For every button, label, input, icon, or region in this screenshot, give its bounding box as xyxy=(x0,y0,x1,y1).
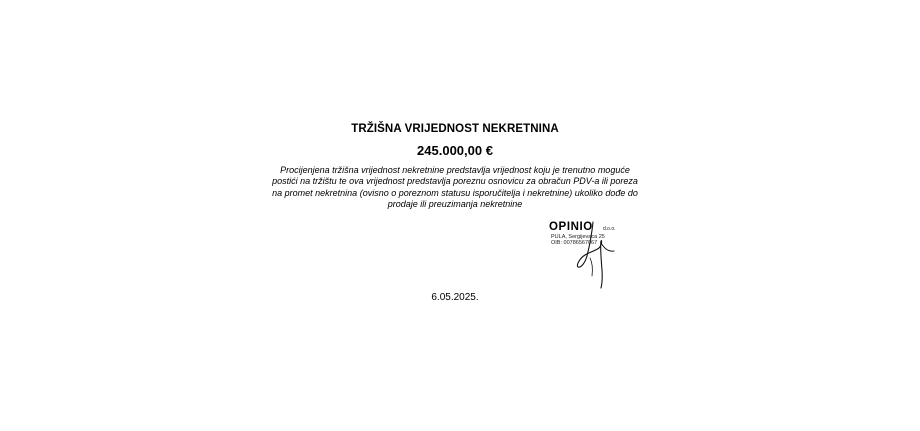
document-date: 6.05.2025. xyxy=(431,292,479,303)
document-title: TRŽIŠNA VRIJEDNOST NEKRETNINA xyxy=(351,123,559,135)
handwritten-signature xyxy=(546,218,626,293)
valuation-amount: 245.000,00 € xyxy=(417,143,493,158)
company-stamp xyxy=(546,218,626,293)
stamp-oib: OIB: 00786567067 xyxy=(551,240,598,246)
stamp-company-suffix: d.o.o. xyxy=(603,226,616,232)
stamp-address: PULA, Sergijevaca 25 xyxy=(551,234,605,240)
stamp-company-name: OPINIO xyxy=(549,221,593,233)
valuation-description: Procijenjena tržišna vrijednost nekretnine predstavlja vrijednost koju je trenutno moguće postići na tržištu te ova vrijednost predstavlja poreznu osnovicu za obračun PDV-a ili poreza na promet nekretnina (ovisno o poreznom statusu isporučitelja i nekretnine) ukoliko dođe do prodaje ili preuzimanja nekretnine xyxy=(272,165,638,210)
